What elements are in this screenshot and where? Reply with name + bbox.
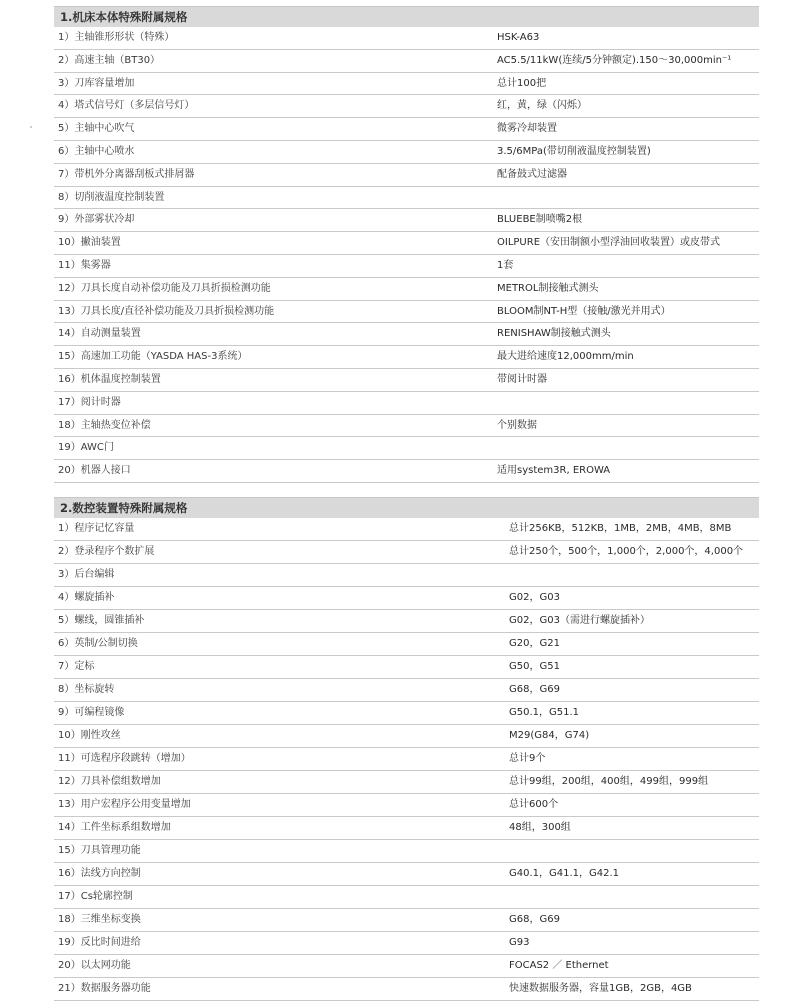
spec-label: 7）定标 — [58, 661, 95, 672]
spec-label: 5）主轴中心吹气 — [58, 123, 135, 135]
spec-label: 10）撇油装置 — [58, 237, 121, 249]
spec-label: 11）集雾器 — [58, 259, 111, 271]
spec-label: 2）登录程序个数扩展 — [58, 546, 155, 557]
table-row — [54, 633, 759, 656]
table-row — [54, 187, 759, 210]
spec-label: 15）刀具管理功能 — [58, 845, 141, 856]
spec-value: 红，黄，绿（闪烁） — [497, 100, 587, 112]
spec-value: G02，G03 — [509, 592, 560, 603]
spec-label: 17）阅计时器 — [58, 396, 121, 408]
spec-label: 2）高速主轴（BT30） — [58, 54, 161, 66]
spec-value: 带阅计时器 — [497, 373, 547, 385]
table-row — [54, 932, 759, 955]
spec-value: 3.5/6MPa(带切削液温度控制装置) — [497, 145, 651, 157]
spec-value: G50.1，G51.1 — [509, 707, 580, 718]
table-row — [54, 955, 759, 978]
spec-table — [54, 27, 759, 483]
spec-label: 19）反比时间进给 — [58, 937, 141, 948]
table-row — [54, 564, 759, 587]
spec-value: G68，G69 — [509, 914, 560, 925]
table-row — [54, 587, 759, 610]
section-nc-control-options — [54, 497, 759, 1001]
spec-label: 17）Cs轮廓控制 — [58, 891, 133, 902]
spec-value: 适用system3R, EROWA — [497, 465, 611, 477]
table-row — [54, 460, 759, 483]
spec-label: 18）主轴热变位补偿 — [58, 419, 151, 431]
table-row — [54, 909, 759, 932]
spec-value: 总计600个 — [509, 799, 559, 810]
spec-value: AC5.5/11kW(连续/5分钟额定).150～30,000min⁻¹ — [497, 54, 732, 66]
spec-value: G50，G51 — [509, 661, 560, 672]
spec-value: 最大进给速度12,000mm/min — [497, 351, 634, 363]
spec-value: METROL制接触式测头 — [497, 282, 599, 294]
table-row — [54, 50, 759, 73]
spec-value: FOCAS2 ／ Ethernet — [509, 960, 609, 971]
spec-value: G93 — [509, 937, 530, 948]
spec-label: 13）用户宏程序公用变量增加 — [58, 799, 191, 810]
spec-value: HSK-A63 — [497, 32, 540, 43]
spec-label: 3）后台编辑 — [58, 569, 115, 580]
table-row — [54, 794, 759, 817]
spec-label: 12）刀具补偿组数增加 — [58, 776, 161, 787]
section-title: 2.数控装置特殊附属规格 — [54, 497, 759, 518]
table-row — [54, 392, 759, 415]
spec-value: 个别数据 — [497, 419, 537, 431]
section-title: 1.机床本体特殊附属规格 — [54, 6, 759, 27]
table-row — [54, 702, 759, 725]
table-row — [54, 369, 759, 392]
spec-label: 1）程序记忆容量 — [58, 523, 135, 534]
spec-value: 48组，300组 — [509, 822, 571, 833]
spec-label: 11）可选程序段跳转（增加） — [58, 753, 191, 764]
spec-label: 6）主轴中心喷水 — [58, 145, 135, 157]
spec-value: 配备鼓式过滤器 — [497, 168, 567, 180]
table-row — [54, 255, 759, 278]
spec-label: 4）螺旋插补 — [58, 592, 115, 603]
spec-value: G20，G21 — [509, 638, 560, 649]
table-row — [54, 840, 759, 863]
table-row — [54, 141, 759, 164]
spec-value: BLOOM制NT-H型（接触/激光并用式） — [497, 305, 671, 317]
spec-value: 总计9个 — [509, 753, 546, 764]
spec-label: 21）数据服务器功能 — [58, 983, 151, 994]
table-row — [54, 209, 759, 232]
spec-label: 3）刀库容量增加 — [58, 77, 135, 89]
spec-label: 13）刀具长度/直径补偿功能及刀具折损检测功能 — [58, 305, 275, 317]
spec-value: 总计256KB，512KB，1MB，2MB，4MB，8MB — [509, 523, 732, 534]
spec-label: 8）坐标旋转 — [58, 684, 115, 695]
spec-label: 9）可编程镜像 — [58, 707, 125, 718]
table-row — [54, 301, 759, 324]
spec-value: 快速数据服务器，容量1GB，2GB，4GB — [509, 983, 692, 994]
table-row — [54, 771, 759, 794]
table-row — [54, 437, 759, 460]
table-row — [54, 725, 759, 748]
table-row — [54, 656, 759, 679]
table-row — [54, 323, 759, 346]
table-row — [54, 73, 759, 96]
spec-label: 7）带机外分离器刮板式排屑器 — [58, 168, 195, 180]
spec-value: BLUEBE制喷嘴2根 — [497, 214, 583, 226]
table-row — [54, 610, 759, 633]
table-row — [54, 27, 759, 50]
spec-label: 12）刀具长度自动补偿功能及刀具折损检测功能 — [58, 282, 271, 294]
spec-label: 15）高速加工功能（YASDA HAS-3系统） — [58, 351, 248, 363]
spec-label: 14）工件坐标系组数增加 — [58, 822, 171, 833]
table-row — [54, 679, 759, 702]
spec-value: OILPURE（安田制额小型浮油回收装置）或皮带式 — [497, 237, 721, 249]
spec-value: 微雾冷却装置 — [497, 123, 557, 135]
spec-value: G68，G69 — [509, 684, 560, 695]
spec-label: 16）机体温度控制装置 — [58, 373, 161, 385]
table-row — [54, 415, 759, 438]
section-machine-body-options — [54, 6, 759, 483]
spec-value: G40.1，G41.1，G42.1 — [509, 868, 620, 879]
spec-value: 总计250个，500个，1,000个，2,000个，4,000个 — [509, 546, 744, 557]
spec-label: 5）螺线，圆锥插补 — [58, 615, 145, 626]
table-row — [54, 118, 759, 141]
table-row — [54, 886, 759, 909]
table-row — [54, 164, 759, 187]
table-row — [54, 278, 759, 301]
spec-value: 总计99组，200组，400组，499组，999组 — [509, 776, 709, 787]
table-row — [54, 978, 759, 1001]
table-row — [54, 817, 759, 840]
spec-label: 8）切削液温度控制装置 — [58, 191, 165, 203]
table-row — [54, 232, 759, 255]
table-row — [54, 541, 759, 564]
spec-table — [54, 518, 759, 1001]
spec-value: G02，G03（需进行螺旋插补） — [509, 615, 650, 626]
spec-value: RENISHAW制接触式测头 — [497, 328, 611, 340]
spec-value: 总计100把 — [497, 77, 547, 89]
spec-label: 20）机器人接口 — [58, 465, 131, 477]
spec-label: 18）三维坐标变换 — [58, 914, 141, 925]
table-row — [54, 863, 759, 886]
table-row — [54, 346, 759, 369]
table-row — [54, 748, 759, 771]
spec-value: M29(G84，G74) — [509, 730, 590, 741]
table-row — [54, 95, 759, 118]
margin-mark — [30, 126, 32, 128]
spec-label: 14）自动测量装置 — [58, 328, 141, 340]
table-row — [54, 518, 759, 541]
spec-label: 20）以太网功能 — [58, 960, 131, 971]
spec-value: 1套 — [497, 259, 514, 271]
spec-label: 1）主轴锥形形状（特殊） — [58, 32, 175, 43]
spec-label: 9）外部雾状冷却 — [58, 214, 135, 226]
spec-label: 10）刚性攻丝 — [58, 730, 121, 741]
spec-label: 6）英制/公制切换 — [58, 638, 138, 649]
spec-label: 16）法线方向控制 — [58, 868, 141, 879]
spec-label: 19）AWC门 — [58, 442, 114, 454]
spec-label: 4）塔式信号灯（多层信号灯） — [58, 100, 195, 112]
